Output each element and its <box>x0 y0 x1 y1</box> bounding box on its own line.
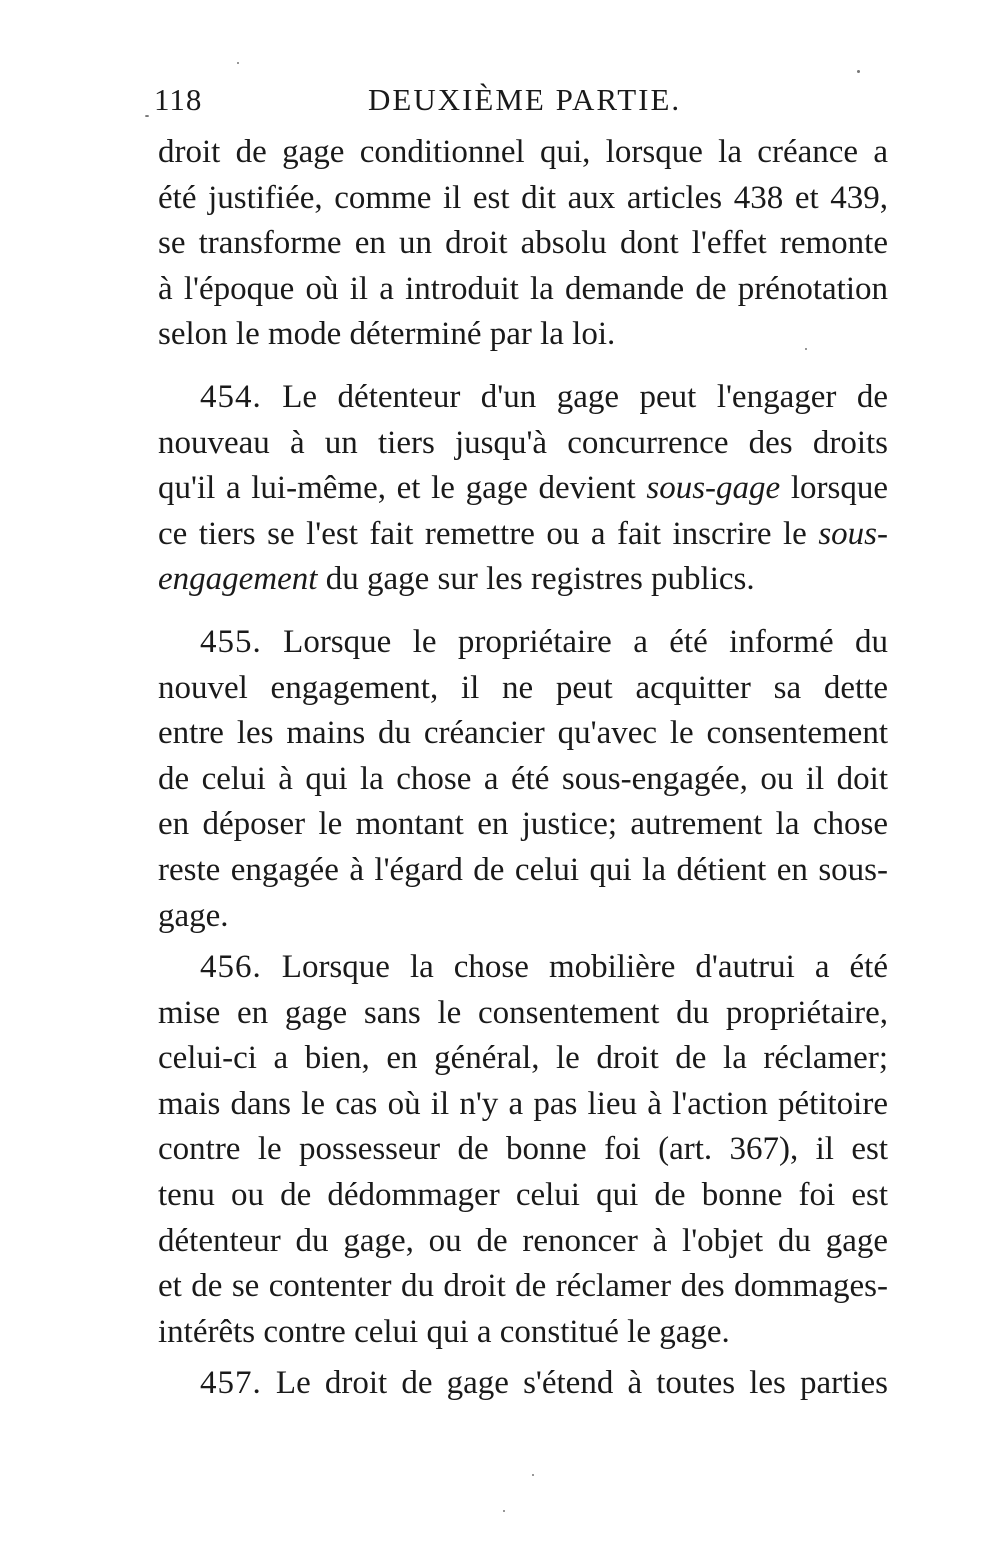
italic-term: engagement <box>158 561 318 598</box>
paragraph-article-457 <box>158 1361 888 1407</box>
italic-term: sous- <box>818 515 889 552</box>
paragraph-continuation <box>158 130 888 358</box>
text-line: et de se contenter du droit de réclamer des dommages- <box>158 1268 888 1305</box>
paper-speck <box>857 70 860 73</box>
text-line: engagement du gage sur les registres publics. <box>158 561 755 598</box>
text-line: mais dans le cas où il n'y a pas lieu à l'action pétitoire <box>158 1085 888 1122</box>
text-line: celui-ci a bien, en général, le droit de la réclamer; <box>158 1040 888 1077</box>
text-line: 455. Lorsque le propriétaire a été informé du <box>200 623 889 660</box>
page-number: 118 <box>154 82 203 117</box>
text-line: en déposer le montant en justice; autrement la chose <box>158 806 888 843</box>
body-text <box>158 130 888 1407</box>
text-line: intérêts contre celui qui a constitué le gage. <box>158 1313 730 1350</box>
text-line: tenu ou de dédommager celui qui de bonne foi est <box>158 1177 888 1214</box>
text-line: de celui à qui la chose a été sous-engagée, ou il doit <box>158 760 888 797</box>
text-line: se transforme en un droit absolu dont l'effet remonte <box>158 225 888 262</box>
text-line: été justifiée, comme il est dit aux articles 438 et 439, <box>158 179 888 216</box>
text-line: à l'époque où il a introduit la demande de prénotation <box>158 270 888 307</box>
article-number: 455. <box>200 623 262 660</box>
article-number: 456. <box>200 949 262 986</box>
text-line: 456. Lorsque la chose mobilière d'autrui a été <box>200 949 889 986</box>
italic-term: sous-gage <box>646 470 781 507</box>
text-line: 457. Le droit de gage s'étend à toutes les parties <box>200 1365 889 1402</box>
paper-speck <box>805 348 807 350</box>
text-line: reste engagée à l'égard de celui qui la détient en sous- <box>158 851 888 888</box>
paragraph-article-456 <box>158 945 888 1355</box>
article-number: 454. <box>200 378 262 415</box>
paper-speck <box>532 1474 534 1476</box>
text-line: droit de gage conditionnel qui, lorsque la créance a <box>158 134 888 170</box>
text-line: mise en gage sans le consentement du propriétaire, <box>158 994 888 1031</box>
text-line: contre le possesseur de bonne foi (art. 367), il est <box>158 1131 888 1168</box>
text-line: 454. Le détenteur d'un gage peut l'engager de <box>200 378 889 415</box>
text-line: détenteur du gage, ou de renoncer à l'objet du gage <box>158 1222 888 1259</box>
page-header <box>148 78 892 122</box>
text-line: selon le mode déterminé par la loi. <box>158 316 616 353</box>
paper-speck <box>145 115 149 117</box>
running-head: DEUXIÈME PARTIE. <box>368 82 682 117</box>
text-line: nouveau à un tiers jusqu'à concurrence des droits <box>158 424 888 461</box>
text-line: nouvel engagement, il ne peut acquitter sa dette <box>158 669 888 706</box>
paragraph-article-455 <box>158 620 888 939</box>
text-line: gage. <box>158 897 229 934</box>
text-line: ce tiers se l'est fait remettre ou a fait inscrire le sous- <box>158 515 889 552</box>
paragraph-article-454 <box>158 375 888 603</box>
paper-speck <box>503 1510 505 1512</box>
paper-speck <box>237 62 239 64</box>
text-line: entre les mains du créancier qu'avec le consentement <box>158 715 888 752</box>
article-number: 457. <box>200 1365 262 1402</box>
text-line: qu'il a lui-même, et le gage devient sous-gage lorsque <box>158 470 889 507</box>
